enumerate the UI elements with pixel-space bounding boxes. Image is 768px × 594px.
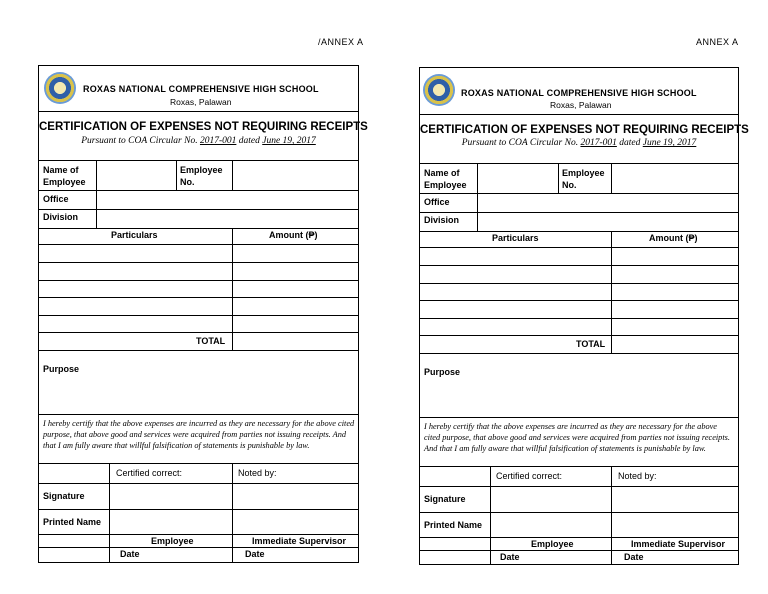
total-label: TOTAL — [196, 336, 226, 346]
school-name: ROXAS NATIONAL COMPREHENSIVE HIGH SCHOOL — [461, 88, 697, 98]
school-town: Roxas, Palawan — [170, 97, 232, 107]
supervisor-date-label: Date — [624, 552, 644, 562]
employee-label: Employee — [151, 536, 194, 546]
annex-label-right: ANNEX A — [696, 37, 739, 47]
form-title: CERTIFICATION OF EXPENSES NOT REQUIRING RECEIPTS — [420, 124, 749, 136]
employee-label: Employee — [531, 539, 574, 549]
form-title: CERTIFICATION OF EXPENSES NOT REQUIRING RECEIPTS — [39, 121, 368, 133]
name-label: Name of Employee — [43, 165, 86, 187]
employee-no-label: Employee No. — [180, 165, 223, 187]
annex-label-left: /ANNEX A — [318, 37, 364, 47]
employee-no-label: Employee No. — [562, 168, 605, 190]
certification-text: I hereby certify that the above expenses are incurred as they are necessary for the above cited purpose, that above good and services were acquired from parties not issuing receipts. And that I am fully aware that willful falsification of statements is punishable by law. — [424, 422, 730, 453]
amount-header: Amount (₱) — [649, 233, 698, 243]
name-label: Name of Employee — [424, 168, 467, 190]
particulars-header: Particulars — [492, 233, 539, 243]
employee-date-label: Date — [500, 552, 520, 562]
school-seal-icon — [44, 72, 76, 104]
printed-name-label: Printed Name — [43, 517, 102, 527]
purpose-label: Purpose — [43, 364, 80, 374]
expense-form-right — [419, 67, 749, 565]
supervisor-date-label: Date — [245, 549, 265, 559]
noted-by-label: Noted by: — [238, 468, 277, 478]
division-label: Division — [43, 212, 79, 222]
expense-form-left — [38, 65, 368, 563]
certification-text: I hereby certify that the above expenses are incurred as they are necessary for the above cited purpose, that above good and services were acquired from parties not issuing receipts. And that I am fully aware that willful falsification of statements is punishable by law. — [43, 419, 355, 450]
office-label: Office — [43, 194, 69, 204]
division-label: Division — [424, 215, 460, 225]
printed-name-label: Printed Name — [424, 520, 483, 530]
particulars-header: Particulars — [111, 230, 158, 240]
certified-correct-label: Certified correct: — [496, 471, 563, 481]
signature-label: Signature — [43, 491, 85, 501]
form-subtitle: Pursuant to COA Circular No. 2017-001 dated June 19, 2017 — [81, 136, 316, 146]
employee-date-label: Date — [120, 549, 140, 559]
noted-by-label: Noted by: — [618, 471, 657, 481]
certified-correct-label: Certified correct: — [116, 468, 183, 478]
amount-header: Amount (₱) — [269, 230, 318, 240]
school-name: ROXAS NATIONAL COMPREHENSIVE HIGH SCHOOL — [83, 84, 319, 94]
school-town: Roxas, Palawan — [550, 100, 612, 110]
supervisor-label: Immediate Supervisor — [252, 536, 347, 546]
total-label: TOTAL — [576, 339, 606, 349]
signature-label: Signature — [424, 494, 466, 504]
office-label: Office — [424, 197, 450, 207]
supervisor-label: Immediate Supervisor — [631, 539, 726, 549]
school-seal-icon — [423, 74, 455, 106]
purpose-label: Purpose — [424, 367, 461, 377]
form-subtitle: Pursuant to COA Circular No. 2017-001 dated June 19, 2017 — [461, 138, 697, 148]
